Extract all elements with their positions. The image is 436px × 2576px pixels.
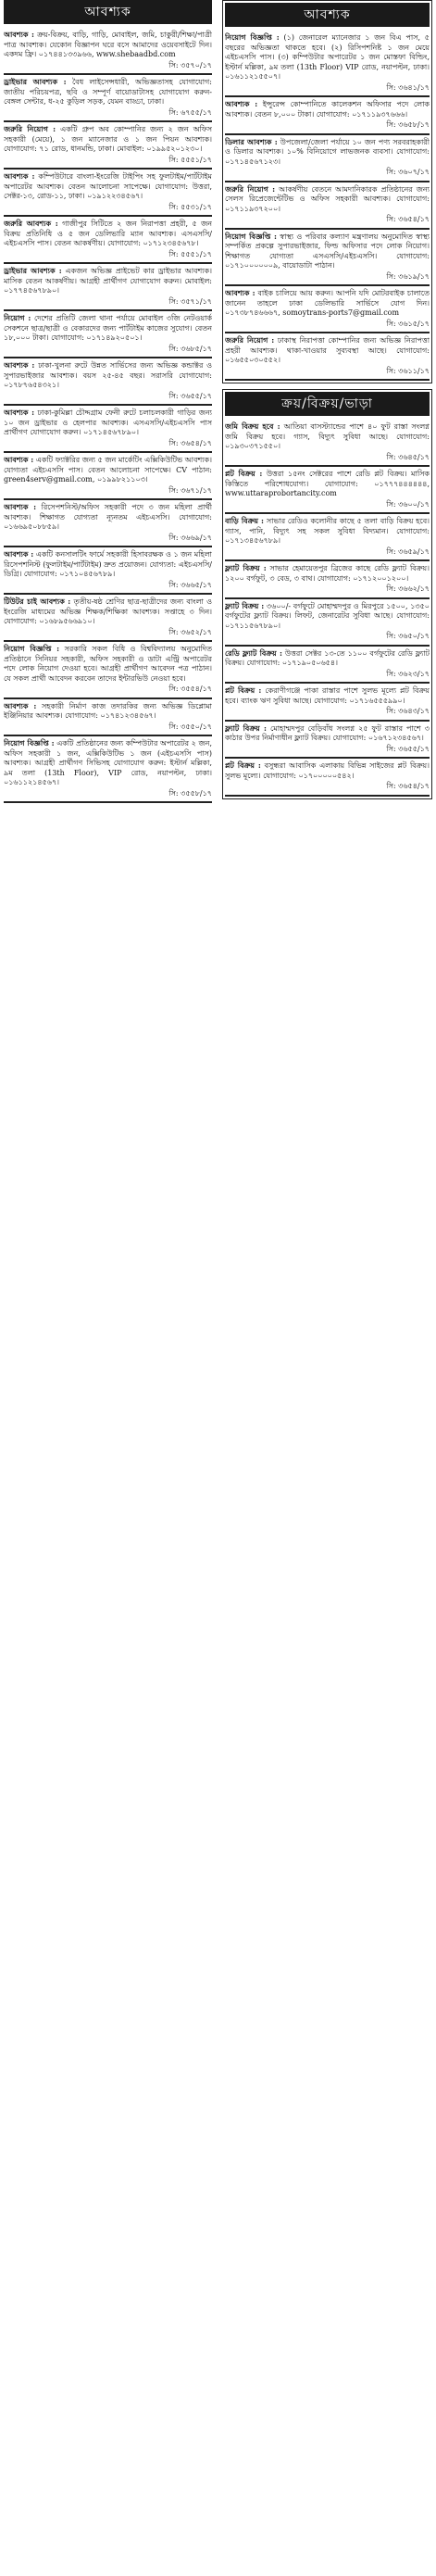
ad-body: ক্রয়-বিক্রয়, বাড়ি, গাড়ি, মোবাইল, জমি, চাকুরী/শিক্ষা/পাত্রী পাত্র আবশ্যক। যেকোন বিজ্ঞাপন ঘরে বসে আমাদের ওয়েবসাইটে দিন। একদম ফ্রি। ০১৭৪৪১৩৩৯৬৬, www.shebaadbd.com bbox=[4, 31, 212, 58]
classified-ad bbox=[4, 122, 212, 170]
ad-body: গাজীপুর সিটিতে ২ জন নিরাপত্তা প্রহরী, ৫ জন বিক্রয় প্রতিনিধি ও ৫ জন ডেলিভারি ম্যান আবশ্যক। এসএসসি/এইচএসসি পাস। বেতন আকর্ষণীয়। যোগাযোগ: ০১৭১২৩৪৫৬৭৮। bbox=[4, 220, 212, 247]
ad-body: একটি গ্রুপ অব কোম্পানির জন্য ২ জন অফিস সহকারী (মেয়ে), ১ জন ম্যানেজার ও ১ জন পিয়ন আবশ্যক। যোগাযোগ: ৭১ রোড, ধানমন্ডি, ঢাকা। মোবাইল: ০১৯৯৫২০১২৩০। bbox=[4, 125, 212, 153]
ad-heading: ফ্ল্যাট বিক্রয় : bbox=[225, 563, 267, 572]
ad-body: সহকারী নির্মাণ কাজ তদারকির জন্য অভিজ্ঞ ডিপ্লোমা ইঞ্জিনিয়ার আবশ্যক। যোগাযোগ: ০১৭৪১২৩৪৫৬৭। bbox=[4, 701, 212, 720]
ad-code: সি: ৩৬৫৫/১৭ bbox=[386, 744, 430, 753]
ad-body: রিসেপশনিস্ট/অফিস সহকারী পদে ৩ জন মহিলা প্রার্থী আবশ্যক। শিক্ষাগত যোগ্যতা ন্যূনতম এইচএসসি। যোগাযোগ: ০১৬৬৯৫০৮৮৫৯। bbox=[4, 503, 212, 531]
classified-ad bbox=[225, 420, 430, 467]
ad-body: বাইক চালিয়ে আয় করুন। আপনি যদি মোটরবাইক চালাতে জানেন তাহলে ঢাকা ডেলিভারি সার্ভিসে যোগ দিন। ০১৭৩৮৭৪৬৬৬৭, somoytrans-ports7@gmail.com bbox=[225, 289, 430, 317]
ad-heading: আবশ্যক : bbox=[4, 30, 34, 39]
ad-heading: ড্রাইভার আবশ্যক : bbox=[4, 77, 67, 86]
classified-ad bbox=[4, 500, 212, 547]
ad-body: সাভার রেডিও কলোনীর কাছে ৫ তলা বাড়ি বিক্রয় হবে। গ্যাস, পানি, বিদ্যুৎ সহ সকল সুবিধা বিদ্যমান। যোগাযোগ: ০১৭১৩৪৫৬৭৮৯। bbox=[225, 517, 430, 545]
ad-code: সি: ৩৬৫৪/১৭ bbox=[386, 215, 430, 223]
classified-ad bbox=[4, 358, 212, 406]
classified-ad bbox=[4, 547, 212, 595]
ad-code: সি: ৩৫৫০/১৭ bbox=[168, 722, 212, 731]
classified-ad bbox=[4, 264, 212, 311]
classified-ad bbox=[225, 647, 430, 685]
ad-heading: আবশ্যক : bbox=[225, 99, 258, 108]
ad-code: সি: ৩৬২৩/১৭ bbox=[386, 669, 430, 678]
classified-ad bbox=[4, 699, 212, 737]
ad-body: ৩৬০০/- বর্গফুটে মোহাম্মদপুর ও মিরপুরে ১৫০০, ১৩৫০ বর্গফুটের ফ্ল্যাট বিক্রয়। লিফট, জেনারেটর সুবিধা আছে। যোগাযোগ: ০১৭১১৫৬৭৮৯০। bbox=[225, 601, 430, 630]
ad-code: সি: ৩৬৫৫/১৭ bbox=[168, 391, 212, 400]
ad-code: সি: ৩৬৫২/১৭ bbox=[168, 627, 212, 636]
ad-heading: নিয়োগ বিজ্ঞপ্তি : bbox=[4, 644, 60, 653]
classified-ad bbox=[4, 28, 212, 75]
right-column bbox=[222, 0, 432, 799]
classified-ad bbox=[225, 561, 430, 599]
ad-body: সরকারি সকল বিধি ও বিশ্ববিদ্যালয় অনুমোদিত প্রতিষ্ঠানে সিনিয়র সহকারী, অফিস সহকারী ও ডাটা এন্ট্রি অপারেটর পদে লোক নিয়োগ দেওয়া হবে। আগ্রহী প্রার্থীগণ আবেদন পত্র পাঠান। যে সকল প্রার্থী আবেদন করবেন তাদের ইন্টারভিউ নেওয়া হবে। bbox=[4, 645, 212, 683]
ad-body: ঢাকা-খুলনা রুটে উন্নত সার্ভিসের জন্য অভিজ্ঞ কন্ডাক্টর ও সুপারভাইজার আবশ্যক। বয়স ২৫-৪৫ বছর। সরাসরি যোগাযোগ: ০১৭৮৭৬৫৪৩২১। bbox=[4, 361, 212, 389]
ad-code: সি: ৩৬৪৩/১৭ bbox=[386, 707, 430, 715]
ad-heading: ড্রাইভার আবশ্যক : bbox=[4, 266, 62, 275]
classified-ad bbox=[225, 286, 430, 333]
ad-heading: আবশ্যক : bbox=[4, 700, 37, 710]
ad-code: সি: ৩৬৭১/১৭ bbox=[168, 485, 212, 495]
ad-body: মোহাম্মদপুর বেড়িবাঁধ সংলগ্ন ২৫ ফুট রাস্তার পাশে ৩ কাঠার উপর নির্মাণাধীন ফ্ল্যাট বিক্রয়। যোগাযোগ: ০১৬৭১২৩৪৫৬৭। bbox=[225, 723, 430, 742]
ad-body: আতিয়া বাসস্ট্যান্ডের পাশে ৪০ ফুট রাস্তা সংলগ্ন জমি বিক্রয় হবে। গ্যাস, বিদ্যুৎ সুবিধা আছে। যোগাযোগ: ০১৯৩০৩৭১৫৫০। bbox=[225, 422, 430, 450]
ad-body: দেশের প্রতিটি জেলা থানা পর্যায়ে মোবাইল ৩জি নেটওয়ার্ক সেকশনে ছাত্র/ছাত্রী ও বেকারদের জন্য পার্টটাইম কাজের সুযোগ। বেতন ১৮,০০০ টাকা। যোগাযোগ: ০১৭১৪৯২০৫০১। bbox=[4, 314, 212, 342]
ad-list bbox=[225, 420, 430, 797]
ad-code: সি: ৩৫৫৪/১৭ bbox=[168, 685, 212, 693]
classified-ad bbox=[4, 217, 212, 264]
ad-heading: আবশ্যক : bbox=[4, 171, 35, 181]
ad-heading: জরুরি আবশ্যক : bbox=[4, 219, 58, 228]
ad-body: একটি প্রতিষ্ঠানের জন্য কম্পিউটার অপারেটর ২ জন, অফিস সহকারী ১ জন, এক্সিকিউটিভ ১ জন (এইচএসসি পাস) আবশ্যক। আগ্রহী প্রার্থীগণ সিভিসহ যোগাযোগ করুন: ইস্টার্ন মল্লিকা, ৯ম তলা (13th Floor), VIP রোড, নয়াপল্টন, ঢাকা। ০১৬১১২১৪৫৬৭। bbox=[4, 739, 212, 786]
ad-code: সি: ৫৫৩১/১৭ bbox=[168, 202, 212, 211]
ad-heading: আবশ্যক : bbox=[4, 408, 35, 417]
ad-code: সি: ৩৫৭১/১৭ bbox=[168, 296, 212, 306]
ad-heading: নিয়োগ বিজ্ঞপ্তি : bbox=[225, 32, 280, 42]
ad-code: সি: ৩৬৪১/১৭ bbox=[386, 82, 430, 92]
ad-code: সি: ৩৬৬২/১৭ bbox=[386, 584, 430, 593]
ad-code: সি: ৩৬৫৪/১৭ bbox=[168, 438, 212, 447]
section-header-wanted: আবশ্যক bbox=[4, 0, 212, 24]
ad-heading: টিউটর চাই আবশ্যক : bbox=[4, 597, 71, 606]
ad-code: সি: ৫৫৫১/১৭ bbox=[168, 249, 212, 258]
ad-heading: আবশ্যক : bbox=[4, 549, 34, 559]
ad-body: কম্পিউটারে বাংলা-ইংরেজি টাইপিং সহ ফুলটাইম/পার্টটাইম অপারেটর আবশ্যক। বেতন আলোচনা সাপেক্ষে। যোগাযোগ: উত্তরা, সেক্টর-১৩, রোড-১১, ঢাকা। ০১৯১২২৩৪৫৬৭। bbox=[4, 172, 212, 200]
ad-code: সি: ৬৭৫৫/১৭ bbox=[168, 107, 212, 117]
ad-code: সি: ৩৬৬৫/১৭ bbox=[168, 580, 212, 589]
classified-ad bbox=[225, 684, 430, 722]
classified-ad bbox=[225, 514, 430, 561]
ad-code: সি: ৩৫৭০/১৭ bbox=[168, 60, 212, 69]
ad-heading: ফ্ল্যাট বিক্রয় : bbox=[225, 600, 265, 610]
ad-code: সি: ৩৬০৭/১৭ bbox=[386, 168, 430, 176]
ad-list bbox=[225, 31, 430, 381]
classified-ad bbox=[4, 453, 212, 500]
ad-body: (১) জেনারেল ম্যানেজার ১ জন বিএ পাস, ৫ বছরের অভিজ্ঞতা থাকতে হবে। (২) রিসিপশনিষ্ট ১ জন মেয়ে এইচএসসি পাস। (৩) কম্পিউটার অপারেটর ১ জন মোস্তফা বিল্ডিং, ইস্টার্ন মল্লিকা, ৯ম তলা (13th Floor) VIP রোড, নয়াপল্টন, ঢাকা। ০১৬১১২১৫৫০৭। bbox=[225, 33, 430, 81]
ad-body: উপজেলা/জেলা পর্যায়ে ১০ জন পণ্য সরবরাহকারী ও ডিলার আবশ্যক। ১০% বিনিয়োগে লাভজনক ব্যবসা। যোগাযোগ: ০১৭১৪৫৬৭১২৩। bbox=[225, 137, 430, 166]
ad-heading: বাড়ি বিক্রয় : bbox=[225, 516, 264, 525]
buy-sell-rent-box bbox=[222, 389, 432, 799]
ad-heading: আবশ্যক : bbox=[4, 502, 37, 511]
classified-ad bbox=[225, 722, 430, 760]
ad-heading: ফ্ল্যাট বিক্রয় : bbox=[225, 723, 267, 733]
ad-body: একটি কনসালটিং ফার্মে সহকারী হিসাবরক্ষক ও ১ জন মহিলা রিসেপশনিস্ট (ফুলটাইম/পার্টটাইম) দ্রুত প্রয়োজন। যোগ্যতা: এইচএসসি/ডিগ্রি। যোগাযোগ: ০১৭১০৪৫৬৭৮৯। bbox=[4, 550, 212, 578]
ad-code: সি: ৩৬১১/১৭ bbox=[386, 366, 430, 375]
ad-heading: আবশ্যক : bbox=[225, 288, 255, 297]
classified-ad bbox=[4, 736, 212, 803]
ad-body: বৈধ লাইসেন্সধারী, অভিজ্ঞতাসহ যোগাযোগ: জাতীয় পরিচয়পত্র, ছবি ও সম্পূর্ণ বায়োডাটাসহ যোগাযোগ করুন- বেঙ্গল সেন্টার, ধ-২৫ কুড়িল সড়ক, যেমন বাড্ডা, ঢাকা। bbox=[4, 78, 212, 106]
ad-heading: আবশ্যক : bbox=[4, 455, 34, 464]
classified-ad bbox=[4, 595, 212, 642]
ad-code: সি: ৫৫৫১/১৭ bbox=[168, 155, 212, 164]
ad-body: সাভার হেমায়েতপুর ব্রিজের কাছে রেডি ফ্ল্যাট বিক্রয়। ১২০০ বর্গফুট, ৩ বেড, ৩ বাথ। যোগাযোগ: ০১৭১২০০১২০০। bbox=[225, 564, 430, 583]
ad-code: সি: ৩৬১৯/১৭ bbox=[386, 271, 430, 281]
ad-code: সি: ৩৬১৫/১৭ bbox=[386, 319, 430, 328]
ad-code: সি: ৩৬৬৯/১৭ bbox=[168, 533, 212, 542]
ad-body: ইন্সুরেন্স কোম্পানিতে কালেকশন অফিসার পদে লোক আবশ্যক। বেতন ৮,০০০ টাকা। যোগাযোগ: ০১৭১১৯৩৭৬৬৬। bbox=[225, 100, 430, 119]
ad-code: সি: ৩৬৫৪/১৭ bbox=[386, 782, 430, 790]
classified-ad bbox=[225, 467, 430, 514]
ad-heading: প্লট বিক্রয় : bbox=[225, 760, 261, 770]
ad-heading: রেডি ফ্ল্যাট বিক্রয় : bbox=[225, 647, 282, 658]
classified-ad bbox=[225, 230, 430, 287]
ad-code: সি: ৩৬৫৮/১৭ bbox=[386, 120, 430, 129]
ad-heading: জরুরি নিয়োগ : bbox=[225, 335, 275, 345]
classified-ad bbox=[4, 75, 212, 122]
classified-ad bbox=[4, 642, 212, 699]
ad-body: একজন অভিজ্ঞ প্রাইভেট কার ড্রাইভার আবশ্যক। মাসিক বেতন আকর্ষণীয়। আগ্রহী প্রার্থীগণ যোগাযোগ করুন। মোবাইল: ০১৭৭৪৫৬৭৮৯০। bbox=[4, 267, 212, 295]
ad-body: একটি ফ্যাক্টরির জন্য ৫ জন মার্কেটিং এক্সিকিউটিভ আবশ্যক। যোগ্যতা এইচএসসি পাস। বেতন আলোচনা সাপেক্ষে। CV পাঠান: green4serv@gmail.com, ০১৯৯৮২১১০৩। bbox=[4, 456, 212, 484]
left-column bbox=[4, 0, 212, 803]
classified-ad bbox=[225, 333, 430, 381]
section-header-wanted-right: আবশ্যক bbox=[225, 3, 430, 27]
classified-ad bbox=[225, 97, 430, 135]
ad-list bbox=[4, 28, 212, 803]
ad-code: সি: ৩৬০০/১৭ bbox=[386, 499, 430, 509]
section-header-buy-sell-rent: ক্রয়/বিক্রয়/ভাড়া bbox=[225, 392, 430, 416]
ad-body: স্বাস্থ্য ও পরিবার কল্যাণ মন্ত্রণালয় অনুমোদিত স্বাস্থ্য সম্পর্কিত প্রকল্পে সুপারভাইজার, ফিল্ড অফিসার পদে লোক নিয়োগ। শিক্ষাগত যোগ্যতা এসএসসি/এইচএসসি। যোগাযোগ: ০১৭১০০০০০০৯, বায়োডাটা পাঠান। bbox=[225, 232, 430, 270]
classified-ad bbox=[225, 599, 430, 647]
ad-heading: ডিলার আবশ্যক : bbox=[225, 136, 278, 146]
ad-heading: জরুরি নিয়োগ : bbox=[4, 124, 56, 133]
ad-code: সি: ৩৬৫৯/১৭ bbox=[386, 547, 430, 556]
ad-code: সি: ৩৬৪৫/১৭ bbox=[386, 452, 430, 461]
ad-body: আকর্ষণীয় বেতনে আমদানিকারক প্রতিষ্ঠানের জন্য সেলস রিপ্রেজেন্টেটিভ ও অফিস সহকারী আবশ্যক। যোগাযোগ: ০১৭১১৯৩৭২০০। bbox=[225, 184, 430, 213]
ad-heading: জমি বিক্রয় হবে : bbox=[225, 421, 280, 431]
ad-code: সি: ৩৬৮৫/১৭ bbox=[168, 344, 212, 353]
ad-code: সি: ৩৫৫৮/১৭ bbox=[168, 788, 212, 798]
ad-body: উত্তরা ১৫নং সেক্টরের পাশে রেডি প্লট বিক্রয়। মাসিক কিস্তিতে পরিশোধযোগ্য। যোগাযোগ: ০১৭৭৭৪৪৪৪৪৪, www.uttaraprobortancity.com bbox=[225, 470, 430, 497]
classified-ad bbox=[4, 311, 212, 358]
classified-ad bbox=[4, 406, 212, 453]
classified-ad bbox=[225, 182, 430, 230]
ad-heading: নিয়োগ বিজ্ঞপ্তি : bbox=[225, 231, 277, 241]
ad-heading: প্লট বিক্রয় : bbox=[225, 469, 263, 478]
ad-body: ঢাকা-কুমিল্লা চৌদ্দগ্রাম ফেনী রুটে চলাচলকারী গাড়ির জন্য ১০ জন ড্রাইভার ও হেলপার আবশ্যক। এসএসসি/এইচএসসি পাস প্রার্থীগণ যোগাযোগ করুন। ০১৭১৪৫৬৭৮৯০। bbox=[4, 408, 212, 436]
ad-heading: প্লট বিক্রয় : bbox=[225, 685, 262, 695]
classified-ad bbox=[4, 170, 212, 217]
wanted-box bbox=[222, 0, 432, 383]
ad-code: সি: ৩৬৫০/১৭ bbox=[386, 632, 430, 640]
ad-heading: আবশ্যক : bbox=[4, 360, 35, 370]
ad-heading: জরুরি নিয়োগ : bbox=[225, 183, 276, 194]
ad-body: বসুন্ধরা আবাসিক এলাকায় বিভিন্ন সাইজের প্লট বিক্রয়। সুলভ মূল্যে। যোগাযোগ: ০১৭০০০০০৫৪২। bbox=[225, 761, 430, 780]
ad-body: উত্তরা সেক্টর ১৩-তে ১১০০ বর্গফুটের রেডি ফ্ল্যাট বিক্রয়। যোগাযোগ: ০১৭১৯০৫০৬৫৪। bbox=[225, 648, 430, 667]
ad-body: কেরাণীগঞ্জে পাকা রাস্তার পাশে সুলভ মূল্যে প্লট বিক্রয় হবে। ব্যাংক ঋণ সুবিধা আছে। যোগাযোগ: ০১৭১৬৫৫৫৯৯০। bbox=[225, 686, 430, 705]
classified-ad bbox=[225, 135, 430, 182]
ad-body: তৃতীয়-ষষ্ঠ শ্রেণির ছাত্র-ছাত্রীদের জন্য বাংলা ও ইংরেজি মাধ্যমের অভিজ্ঞ শিক্ষক/শিক্ষিকা আবশ্যক। সপ্তাহে ৩ দিন। যোগাযোগ: ০১৬৮৯৫৬৬৯১০। bbox=[4, 597, 212, 625]
ad-body: ঢাকাস্থ নিরাপত্তা কোম্পানির জন্য অভিজ্ঞ নিরাপত্তা প্রহরী আবশ্যক। থাকা-খাওয়ার সুব্যবস্থা আছে। যোগাযোগ: ০১৬৫৫০৩০৫৫২। bbox=[225, 336, 430, 364]
ad-heading: নিয়োগ : bbox=[4, 313, 31, 322]
classified-ad bbox=[225, 759, 430, 797]
ad-heading: নিয়োগ বিজ্ঞপ্তি : bbox=[4, 738, 55, 748]
classified-ad bbox=[225, 31, 430, 97]
